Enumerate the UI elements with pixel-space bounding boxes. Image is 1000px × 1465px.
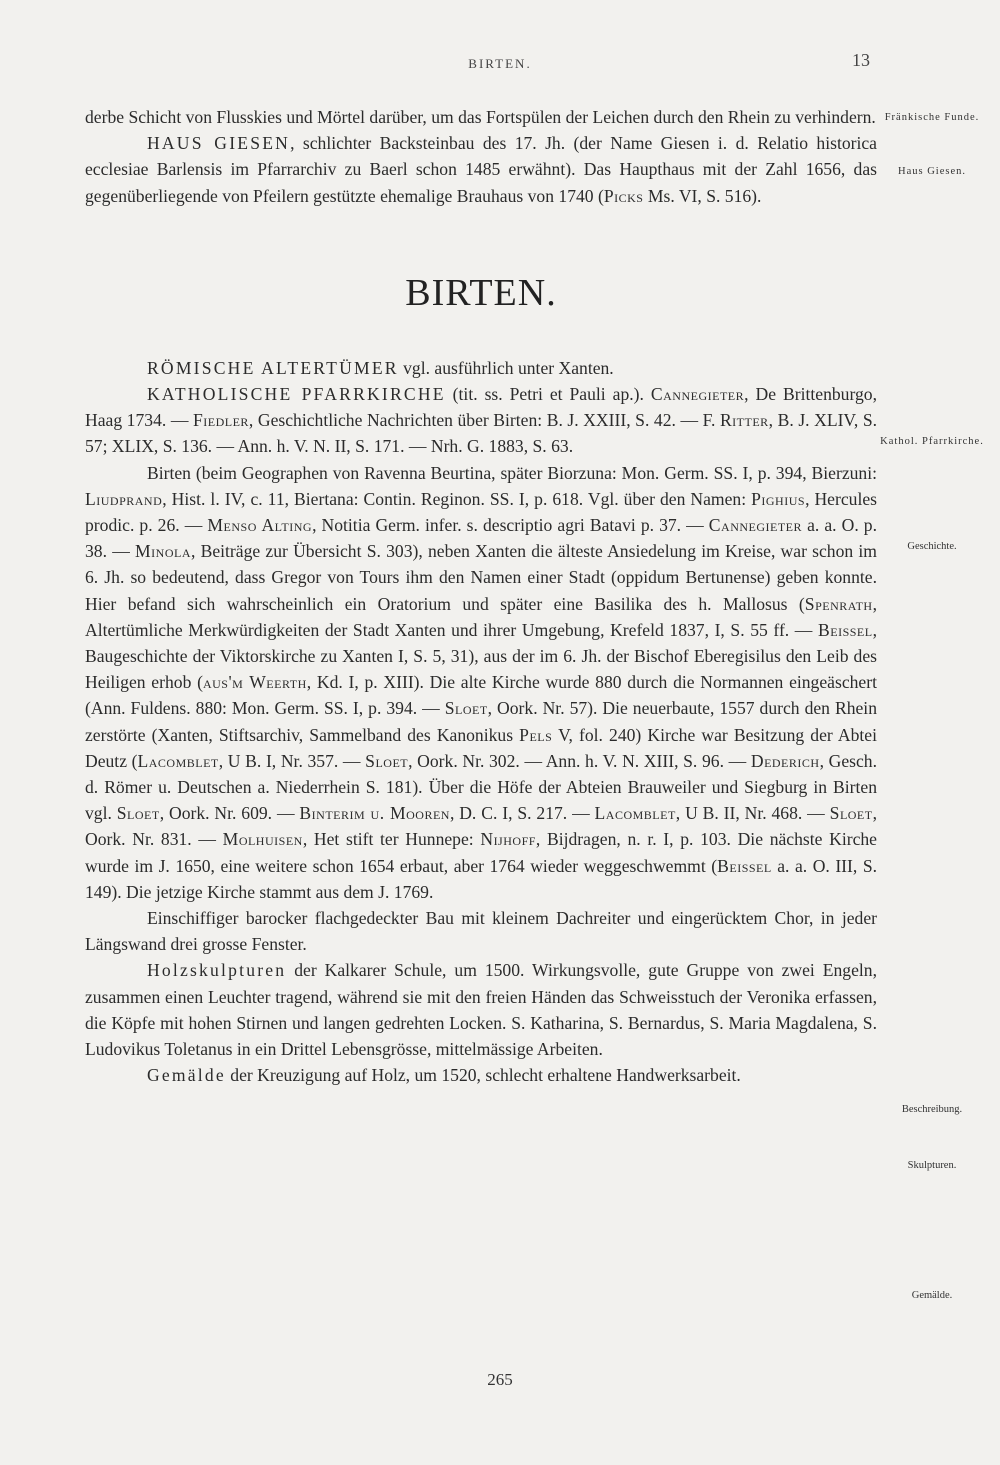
text-run: , Kd. I, p. XIII). Die alte Kirche wurde 880 durch die Normannen eingeäschert (Ann. Fuldens. 880: Mon. Germ. SS. I, p. 394. — [85,672,877,719]
text-run: , Oork. Nr. 609. — [159,803,300,824]
author-name: Cannegieter [650,384,745,405]
text-run: der Kalkarer Schule, um 1500. Wirkungsvolle, gute Gruppe von zwei Engeln, zusammen einen Leuchter tragend, während sie mit den freien Händen das Schweisstuch der Veronika erfassen, die Köpfe mit hohen Stirnen und langen gedrehten Locken. S. Katharina, S. Bernardus, S. Maria Magdalena, S. Ludovikus Toletanus in ein Drittel Lebensgrösse, mittelmässige Arbeiten. [85,960,877,1060]
author-name: Dederich [750,750,820,771]
text-run: a. a. O. p. 38. — [85,515,877,562]
text-run: , D. C. I, S. 217. — [449,803,595,824]
text-run: , U B. II, Nr. 468. — [675,803,830,824]
signature-mark: 265 [487,1370,513,1389]
text-run: , B. J. XLIV, S. 57; XLIX, S. 136. — Ann. h. V. N. II, S. 171. — Nrh. G. 1883, S. 63. [85,410,878,457]
text-run: , De Brittenburgo, Haag 1734. — [85,384,877,431]
text-run: vgl. ausführlich unter Xanten. [398,357,614,378]
running-title: BIRTEN. [468,56,532,71]
author-name: Lacomblet [594,803,676,824]
section-heading: BIRTEN. [405,271,557,314]
text-run: , Oork. Nr. 302. — Ann. h. V. N. XIII, S. 96. — [408,750,751,771]
paragraph-fraenkische-funde: derbe Schicht von Flusskies und Mörtel darüber, um das Fortspülen der Leichen durch den Rhein zu verhindern. [85,107,876,127]
paragraph-beschreibung: Einschiffiger barocker flachgedeckter Bau mit kleinem Dachreiter und eingerücktem Chor, in jeder Längswand drei grosse Fenster. [85,908,877,955]
paragraph-geschichte [85,460,877,905]
author-name: Molhuisen [222,829,303,850]
author-name: Liudprand [85,488,163,509]
author-name: Minola [135,541,191,562]
author-name: Ritter [719,410,769,431]
text-run: , Beiträge zur Übersicht S. 303), neben Xanten die älteste Ansiedelung im Kreise, war schon im 6. Jh. so bedeutend, dass Gregor von Tours ihm den Namen einer Stadt (oppidum Bertunense) geben konnte. Hier befand sich wahrscheinlich ein Oratorium und später eine Basilika des h. Mallosus ( [85,541,877,614]
text-run: , Hercules prodic. p. 26. — [85,488,878,536]
skulpturen-heading: Holzskulpturen [147,960,287,981]
text-run: , Altertümliche Merkwürdigkeiten der Stadt Xanten und ihrer Umgebung, Krefeld 1837, I, S. 55 ff. — [85,593,877,640]
paragraph-gemaelde [85,1062,877,1088]
text-run: , Bijdragen, n. r. I, p. 103. Die nächste Kirche wurde im J. 1650, eine weitere schon 1654 erbaut, aber 1764 wieder weggeschwemmt ( [85,829,877,876]
margin-note-skulpturen: Skulpturen. [907,1160,957,1171]
text-run: V, fol. 240) Kirche war Besitzung der Abtei Deutz ( [85,724,877,771]
author-name: Pels [519,724,553,745]
author-name: Sloet [116,803,160,824]
text-run: , Oork. Nr. 57). Die neuerbaute, 1557 durch den Rhein zerstörte (Xanten, Stiftsarchiv, Sammelband des Kanonikus [85,698,877,745]
margin-note-fraenkische-funde: Fränkische Funde. [884,112,980,123]
text-run: (tit. ss. Petri et Pauli ap.). [445,384,651,405]
katholische-pfarrkirche-heading: KATHOLISCHE PFARRKIRCHE [147,384,446,405]
text-run: , Notitia Germ. infer. s. descriptio agri Batavi p. 37. — [312,515,709,536]
text-run: Birten (beim Geographen von Ravenna Beurtina, später Biorzuna: Mon. Germ. SS. I, p. 394, Bierzuni: [147,462,877,483]
text-run: Ms. VI, S. 516). [643,185,762,206]
haus-giesen-heading: HAUS GIESEN [147,133,291,154]
paragraph-haus-giesen [85,130,877,209]
roemische-altertuemer-heading: RÖMISCHE ALTERTÜMER [147,357,399,378]
margin-note-kathol-pfarrkirche: Kathol. Pfarrkirche. [880,436,984,447]
margin-note-geschichte: Geschichte. [907,541,957,552]
author-name: Lacomblet [137,750,219,771]
text-run: a. a. O. III, S. 149). Die jetzige Kirche stammt aus dem J. 1769. [85,855,878,902]
author-name: Fiedler [192,410,249,431]
text-run: , Gesch. d. Römer u. Deutschen a. Niederrhein S. 181). Über die Höfe der Abteien Brauweiler und Siegburg in Birten vgl. [85,750,877,824]
text-run: , Hist. l. IV, c. 11, Biertana: Contin. Reginon. SS. I, p. 618. Vgl. über den Namen: [162,488,752,509]
margin-note-haus-giesen: Haus Giesen. [898,166,966,177]
author-name: Sloet [829,803,873,824]
margin-note-beschreibung: Beschreibung. [901,1104,963,1115]
text-run: , Baugeschichte der Viktorskirche zu Xanten I, S. 5, 31), aus der im 6. Jh. der Bischof Eberegisilus den Leib des Heiligen erhob ( [85,619,877,693]
text-run: , schlichter Backsteinbau des 17. Jh. (der Name Giesen i. d. Relatio historica ecclesiae Barlensis im Pfarrarchiv zu Baerl schon 1485 erwähnt). Das Haupthaus mit der Zahl 1656, das gegenüberliegende von Pfeilern gestützte ehemalige Brauhaus von 1740 ( [85,133,877,206]
author-name: Pighius [751,488,806,509]
author-name: Spenrath [804,593,873,614]
author-name: Binterim u. Mooren [299,803,450,824]
text-run: , U B. I, Nr. 357. — [218,750,366,771]
body-text [85,104,877,1089]
author-name: Nijhoff [480,829,536,850]
text-run: , Oork. Nr. 831. — [85,803,878,850]
text-run: , Geschichtliche Nachrichten über Birten: B. J. XXIII, S. 42. — F. [248,410,720,431]
paragraph-skulpturen [85,957,877,1062]
author-name: Menso Alting [207,515,313,536]
margin-note-gemaelde: Gemälde. [911,1290,953,1301]
text-run: , Het stift ter Hunnepe: [302,829,481,850]
paragraph-roemische-altertuemer [85,355,877,381]
author-name: aus'm Weerth [202,672,307,693]
author-name: Sloet [444,698,488,719]
gemaelde-heading: Gemälde [147,1065,226,1086]
author-name: Beissel [818,619,873,640]
author-name: Cannegieter [708,515,803,536]
author-name: Sloet [365,750,409,771]
page-number: 13 [852,50,870,70]
paragraph-katholische-pfarrkirche [85,381,877,460]
author-name: Picks [603,185,644,206]
text-run: der Kreuzigung auf Holz, um 1520, schlecht erhaltene Handwerksarbeit. [225,1065,741,1086]
author-name: Beissel [717,855,772,876]
